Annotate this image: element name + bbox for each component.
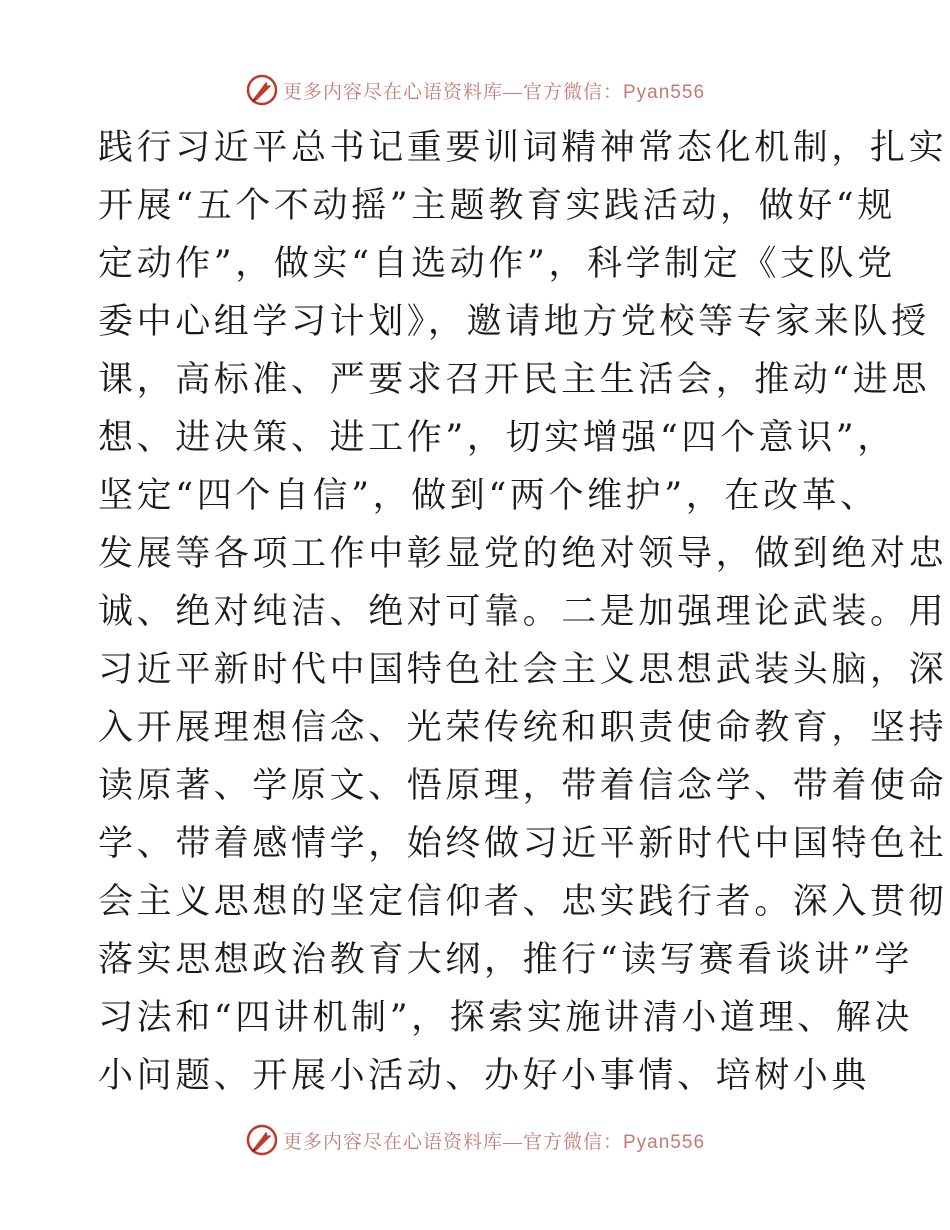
watermark-contact-id: Pyan556 bbox=[623, 1131, 706, 1153]
body-line: 会主义思想的坚定信仰者、忠实践行者。深入贯彻 bbox=[98, 882, 948, 922]
watermark-separator: — bbox=[502, 81, 523, 103]
body-line: 诚、绝对纯洁、绝对可靠。二是加强理论武装。用 bbox=[98, 592, 948, 632]
body-line: 定动作”，做实“自选动作”，科学制定《支队党 bbox=[98, 244, 896, 284]
watermark-title: 更多内容尽在心语资料库 bbox=[282, 1131, 503, 1153]
pen-nib-logo-icon bbox=[245, 1123, 279, 1157]
body-line: 想、进决策、进工作”，切实增强“四个意识”， bbox=[98, 418, 896, 458]
body-line: 开展“五个不动摇”主题教育实践活动，做好“规 bbox=[98, 186, 896, 226]
body-line: 发展等各项工作中彰显党的绝对领导，做到绝对忠 bbox=[98, 534, 948, 574]
body-line: 委中心组学习计划》，邀请地方党校等专家来队授 bbox=[98, 302, 930, 342]
header-watermark bbox=[0, 70, 950, 110]
body-line: 入开展理想信念、光荣传统和职责使命教育，坚持 bbox=[98, 708, 948, 748]
watermark-contact-id: Pyan556 bbox=[623, 81, 706, 103]
watermark-contact-label: 官方微信： bbox=[522, 81, 623, 103]
watermark-text bbox=[283, 1127, 705, 1154]
watermark-separator: — bbox=[502, 1131, 523, 1153]
body-line: 学、带着感情学，始终做习近平新时代中国特色社 bbox=[98, 824, 948, 864]
body-line: 习法和“四讲机制”，探索实施讲清小道理、解决 bbox=[98, 998, 913, 1038]
body-line: 小问题、开展小活动、办好小事情、培树小典 bbox=[98, 1056, 871, 1096]
body-line: 坚定“四个自信”，做到“两个维护”，在改革、 bbox=[98, 476, 879, 516]
body-line: 习近平新时代中国特色社会主义思想武装头脑，深 bbox=[98, 650, 948, 690]
watermark-text bbox=[283, 77, 705, 104]
footer-watermark bbox=[0, 1120, 950, 1160]
body-line: 践行习近平总书记重要训词精神常态化机制，扎实 bbox=[98, 128, 948, 168]
watermark-contact-label: 官方微信： bbox=[522, 1131, 623, 1153]
body-line: 课，高标准、严要求召开民主生活会，推动“进思 bbox=[98, 360, 931, 400]
body-line: 落实思想政治教育大纲，推行“读写赛看谈讲”学 bbox=[98, 940, 913, 980]
pen-nib-logo-icon bbox=[245, 73, 279, 107]
watermark-title: 更多内容尽在心语资料库 bbox=[282, 81, 503, 103]
body-line: 读原著、学原文、悟原理，带着信念学、带着使命 bbox=[98, 766, 948, 806]
document-body bbox=[98, 119, 948, 1105]
